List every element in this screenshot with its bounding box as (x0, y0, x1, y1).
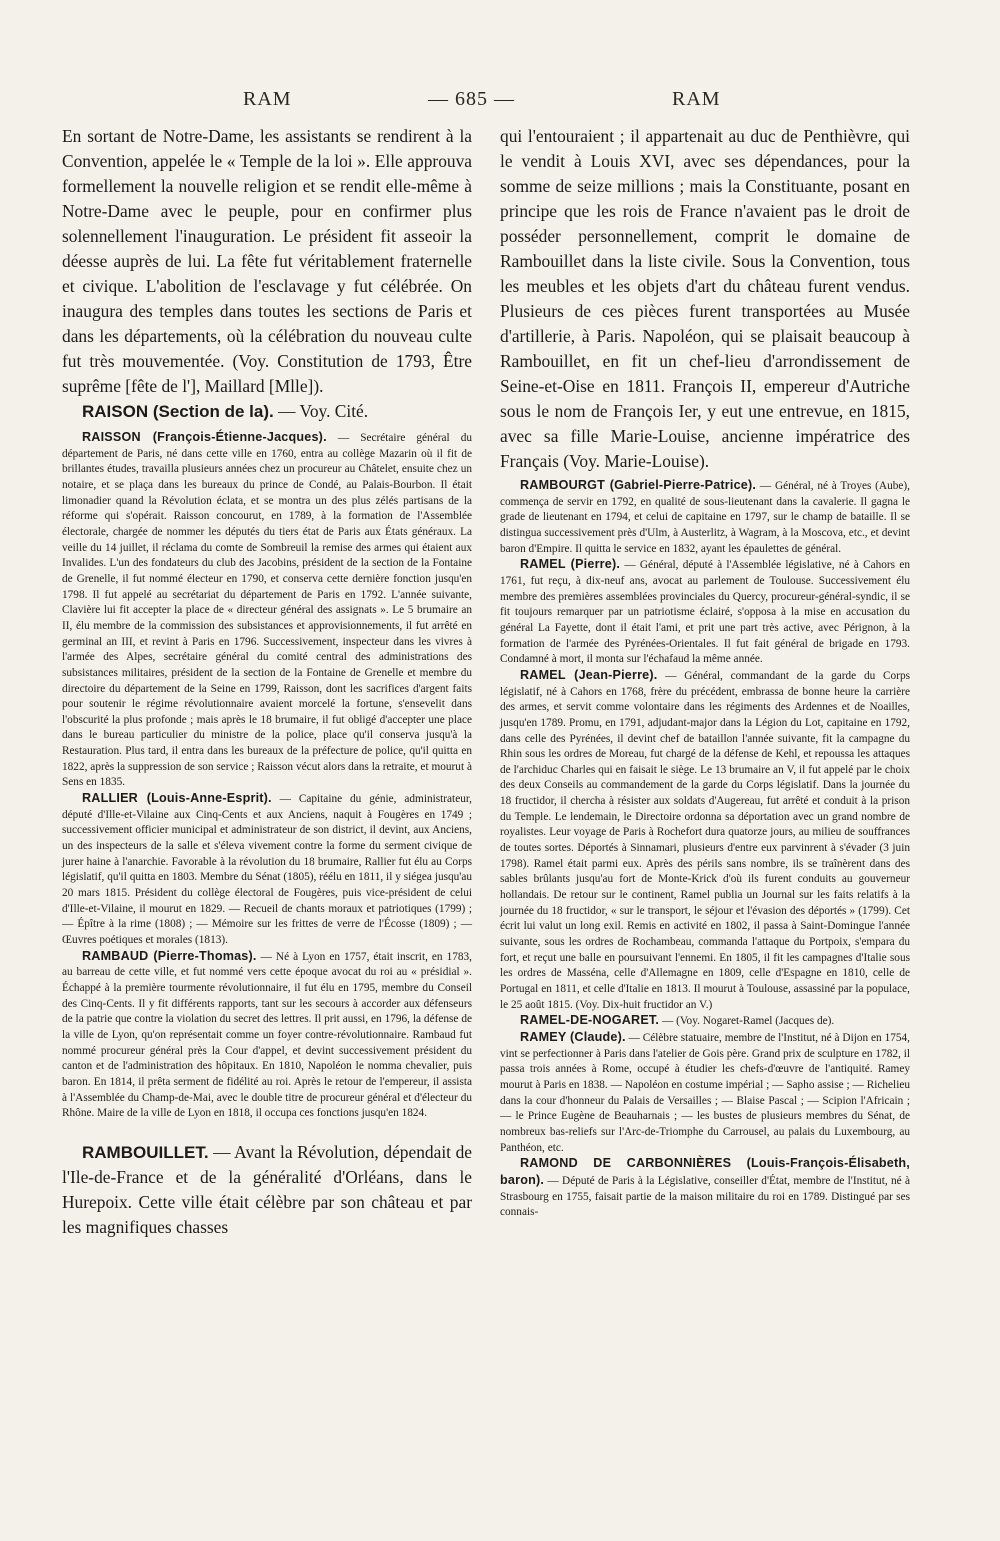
entry-rambourgt (500, 478, 910, 557)
headword: RAMEL (Jean-Pierre). (520, 667, 658, 682)
entry-raisson (62, 430, 472, 791)
entry-ramel-pierre (500, 557, 910, 668)
headword: RAMBOUILLET. (82, 1142, 209, 1162)
page-number: — 685 — (428, 88, 515, 110)
entry-raison (62, 399, 472, 424)
entry-ramond (500, 1156, 910, 1221)
left-column (62, 124, 472, 1240)
entry-rallier (62, 791, 472, 949)
headword: RAMOND DE CARBONNIÈRES (Louis-François-Élisabeth, baron). (500, 1156, 910, 1187)
headword: RAISON (Section de la). (82, 402, 274, 421)
entry-ramey (500, 1030, 910, 1156)
headword: RAMBOURGT (Gabriel-Pierre-Patrice). (520, 478, 757, 492)
entry-body: — (Voy. Nogaret-Ramel (Jacques de). (659, 1015, 835, 1028)
headword: RAMEL (Pierre). (520, 557, 621, 572)
headword: RAISSON (François-Étienne-Jacques). (82, 430, 327, 444)
headword: RALLIER (Louis-Anne-Esprit). (82, 791, 272, 806)
entry-body: — Né à Lyon en 1757, était inscrit, en 1783, au barreau de cette ville, et fut nommé vers cette époque avocat du roi au « présidial ». Échappé à la première tourmente révolutionnaire, il fut élu en 1795, membre du Conseil des Cinq-Cents. Il y fit différents rapports, tant sur les secours à accorder aux défenseurs de la patrie que contre la violation du secret des lettres. Il prit aussi, en 1796, la défense de la ville de Lyon, qu'on représentait comme un foyer contre-révolutionnaire. Rambaud fut nommé procureur général près la Cour d'appel, et devint successivement président du canton et de l'administration des hôpitaux. En 1810, Napoléon le nomma chevalier, puis baron. En 1814, il prêta serment de fidélité au roi. Après le retour de l'empereur, il assista à l'Assemblée du Champ-de-Mai, avec le double titre de procureur général et d'électeur du Rhône. Maire de la ville de Lyon en 1818, il occupa ces fonctions jusqu'en 1824. (62, 950, 472, 1120)
right-column (500, 124, 910, 1221)
running-head-right: RAM (672, 88, 721, 110)
entry-body: — Voy. Cité. (273, 401, 369, 421)
headword: RAMEL-DE-NOGARET. (520, 1013, 660, 1028)
headword: RAMBAUD (Pierre-Thomas). (82, 948, 257, 963)
entry-body: — Secrétaire général du département de Paris, né dans cette ville en 1760, entra au collège Mazarin où il fit de brillantes études, travailla plusieurs années chez un procureur au Châtelet, ensuite chez un notaire, et se plaça dans les bureaux du prince de Condé, au Palais-Bourbon. Il était limonadier quand la Révolution éclata, et se montra un des plus zélés partisans de la réforme qui s'opérait. Raisson concourut, en 1789, à la formation de l'Assemblée électorale, chargée de nommer les députés du tiers état de Paris aux États généraux. La veille du 14 juillet, il réclama du comte de Sombreuil la remise des armes qui étaient aux Invalides. L'un des fondateurs du club des Jacobins, président de la section de la Fontaine de Grenelle, il fut nommé électeur en 1790, et conserva cette dernière fonction jusqu'en 1798. Il fut appelé au secrétariat du département de Paris en 1792. L'année suivante, Clavière lui fit accepter la place de « directeur général des assignats ». Le 5 brumaire an II, élu membre de la commission des subsistances et approvisionnements, il fut arrêté en germinal an III, et revint à Paris en 1796. Successivement, inspecteur dans les vivres à l'armée des Alpes, secrétaire général du comité central des administrations des subsistances militaires, président de la section de la Fontaine de Grenelle et membre du directoire du département de la Seine en 1799, Raisson, dont les sacrifices d'argent faits pour soutenir le régime révolutionnaire avaient morcelé la fortune, s'ensevelit dans l'obscurité la plus profonde ; mais après le 18 brumaire, il fut obligé d'accepter une place dans le bureau particulier du ministre de la police, place qu'il conserva jusqu'à la Restauration. Plus tard, il entra dans les bureaux de la préfecture de police, qu'il quitta en 1822, après la suppression de son service ; Raisson vécut alors dans la retraite, et mourut à Sens en 1835. (62, 432, 472, 789)
entry-body: — Célèbre statuaire, membre de l'Institut, né à Dijon en 1754, vint se perfectionner à Paris dans l'atelier de Gois père. Grand prix de sculpture en 1782, il passa trois années à Rome, occupé à étudier les chefs-d'œuvre de l'antiquité. Ramey mourut à Paris en 1838. — Napoléon en costume impérial ; — Sapho assise ; — Richelieu dans la cour d'honneur du Palais de Versailles ; — Blaise Pascal ; — Scipion l'Africain ; — le Prince Eugène de Beauharnais ; — les bustes de plusieurs membres du Sénat, de nombreux bas-reliefs sur l'Arc-de-Triomphe du Carrousel, au palais du Luxembourg, au Panthéon, etc. (500, 1031, 910, 1154)
entry-body: — Général, commandant de la garde du Corps législatif, né à Cahors en 1768, frère du précédent, embrassa de bonne heure la carrière des armes, et servit comme volontaire dans les régiments des Ardennes et de Noailles, jusqu'en 1789. Promu, en 1791, adjudant-major dans la Légion du Lot, capitaine en 1792, dans celle des Pyrénées, il devint chef de bataillon l'année suivante, fit la campagne du Rhin sous les ordres de Moreau, fut chargé de la défense de Kehl, et repoussa les attaques de l'archiduc Charles qui en faisait le siège. Le 13 brumaire an V, il fut appelé par le choix des deux Conseils au commandement de la garde du Corps législatif. Dans la journée du 18 fructidor, il chercha à résister aux soldats d'Augereau, fut arrêté et conduit à la prison du Temple. Le lendemain, le Directoire ordonna sa déportation avec un grand nombre de royalistes. Leur voyage de Paris à Rochefort dura quatorze jours, au milieu de souffrances de toutes sortes. Déportés à Sinnamari, plusieurs d'entre eux parvinrent à s'évader (3 juin 1798). Ramel était parmi eux. Après des périls sans nombre, ils se traînèrent dans des sables brûlants jusqu'au fort de Monte-Krick d'où ils furent conduits au gouverneur hollandais. De retour sur le continent, Ramel publia un Journal sur les faits relatifs à la journée du 18 fructidor, « sur le transport, le séjour et l'évasion des déportés » (1799). Cet écrit lui valut un long exil. Remis en activité en 1802, il passa à Saint-Domingue l'année suivante, sous les ordres de Rochambeau, commanda l'attaque du Portpoix, s'empara du fort, et reçut une balle en poursuivant l'ennemi. En 1805, il fit les campagnes d'Italie sous les ordres de Masséna, celle d'Allemagne en 1809, celle d'Espagne en 1810, celle de Portugal en 1811, et celle d'Italie en 1813. Il mourut à Toulouse, assassiné par la populace, le 25 août 1815. (Voy. Dix-huit fructidor an V.) (500, 669, 910, 1011)
entry-rambouillet (62, 1140, 472, 1240)
entry-ramel-de-nogaret (500, 1013, 910, 1030)
headword: RAMEY (Claude). (520, 1029, 626, 1044)
running-head-left: RAM (243, 88, 292, 110)
rambouillet-continued: qui l'entouraient ; il appartenait au duc de Penthièvre, qui le vendit à Louis XVI, avec ses dépendances, pour la somme de seize millions ; mais la Constituante, posant en principe que les rois de France n'avaient pas le droit de posséder personnellement, comprit le domaine de Rambouillet dans la liste civile. Sous la Convention, tous les meubles et les objets d'art du château furent vendus. Plusieurs de ces pièces furent transportées au Musée d'artillerie, à Paris. Napoléon, qui se plaisait beaucoup à Rambouillet, en fit un chef-lieu d'arrondissement de Seine-et-Oise en 1811. François II, empereur d'Autriche sous le nom de François Ier, y eut une entrevue, en 1815, avec sa fille Marie-Louise, ancienne impératrice des Français (Voy. Marie-Louise). (500, 126, 910, 471)
entry-body: — Général, député à l'Assemblée législative, né à Cahors en 1761, fut reçu, à dix-neuf ans, avocat au parlement de Toulouse. Successivement élu membre des premières assemblées provinciales du Quercy, procureur-général-syndic, il se fit toujours remarquer par un patriotisme éclairé, s'opposa à la mise en accusation du général La Fayette, dont il était l'ami, et prit une part très active, avec Pérignon, à la formation de l'armée des Pyrénées-Orientales. Il fut fait général de brigade en 1793. Condamné à mort, il monta sur l'échafaud la même année. (500, 559, 911, 666)
entry-body: — Avant la Révolution, dépendait de l'Ile-de-France et de la généralité d'Orléans, dans le Hurepoix. Cette ville était célèbre par son château et par les magnifiques chasses (62, 1141, 472, 1237)
intro-paragraph: En sortant de Notre-Dame, les assistants se rendirent à la Convention, appelée le « Temple de la loi ». Elle approuva formellement la nouvelle religion et se rendit elle-même à Notre-Dame avec le peuple, pour en confirmer plus solennellement l'inauguration. Le président fit asseoir la déesse auprès de lui. La fête fut véritablement fraternelle et civique. L'abolition de l'esclavage y fut célébrée. On inaugura des temples dans toutes les sections de Paris et dans les départements, où la célébration du nouveau culte fut très mouvementée. (Voy. Constitution de 1793, Être suprême [fête de l'], Maillard [Mlle]). (62, 126, 472, 396)
entry-ramel-jean-pierre (500, 668, 910, 1013)
entry-body: — Capitaine du génie, administrateur, député d'Ille-et-Vilaine aux Cinq-Cents et aux Anciens, naquit à Fougères en 1749 ; successivement officier municipal et administrateur de son district, il devint, aux Anciens, un des inspecteurs de la salle et s'éleva vivement contre la forme du serment civique de jurer haine à l'anarchie. Favorable à la révolution du 18 brumaire, Rallier fut élu au Corps législatif, qu'il quitta en 1803. Membre du Sénat (1805), réélu en 1811, il y siégea jusqu'au 20 mars 1815. Président du collège électoral de Fougères, puis vice-président de celui d'Ille-et-Vilaine, il mourut en 1829. — Recueil de chants moraux et patriotiques (1799) ; — Épître à la rime (1808) ; — Mémoire sur les frittes de verre de l'Écosse (1809) ; — Œuvres poétiques et morales (1813). (62, 793, 472, 946)
entry-body: — Général, né à Troyes (Aube), commença de servir en 1792, en qualité de sous-lieutenant dans la cavalerie. Il gagna le grade de lieutenant en 1794, et celui de capitaine en 1797, sur le champ de bataille. Il se distingua successivement près d'Ulm, à Austerlitz, à Wagram, à la Moscova, etc., et devint baron d'Empire. Il quitta le service en 1832, ayant les épaulettes de général. (500, 480, 910, 555)
entry-body: — Député de Paris à la Législative, conseiller d'État, membre de l'Institut, né à Strasbourg en 1755, faisait partie de la maison militaire du roi en 1789. Distingué par ses connais- (500, 1174, 910, 1219)
entry-rambaud (62, 949, 472, 1122)
